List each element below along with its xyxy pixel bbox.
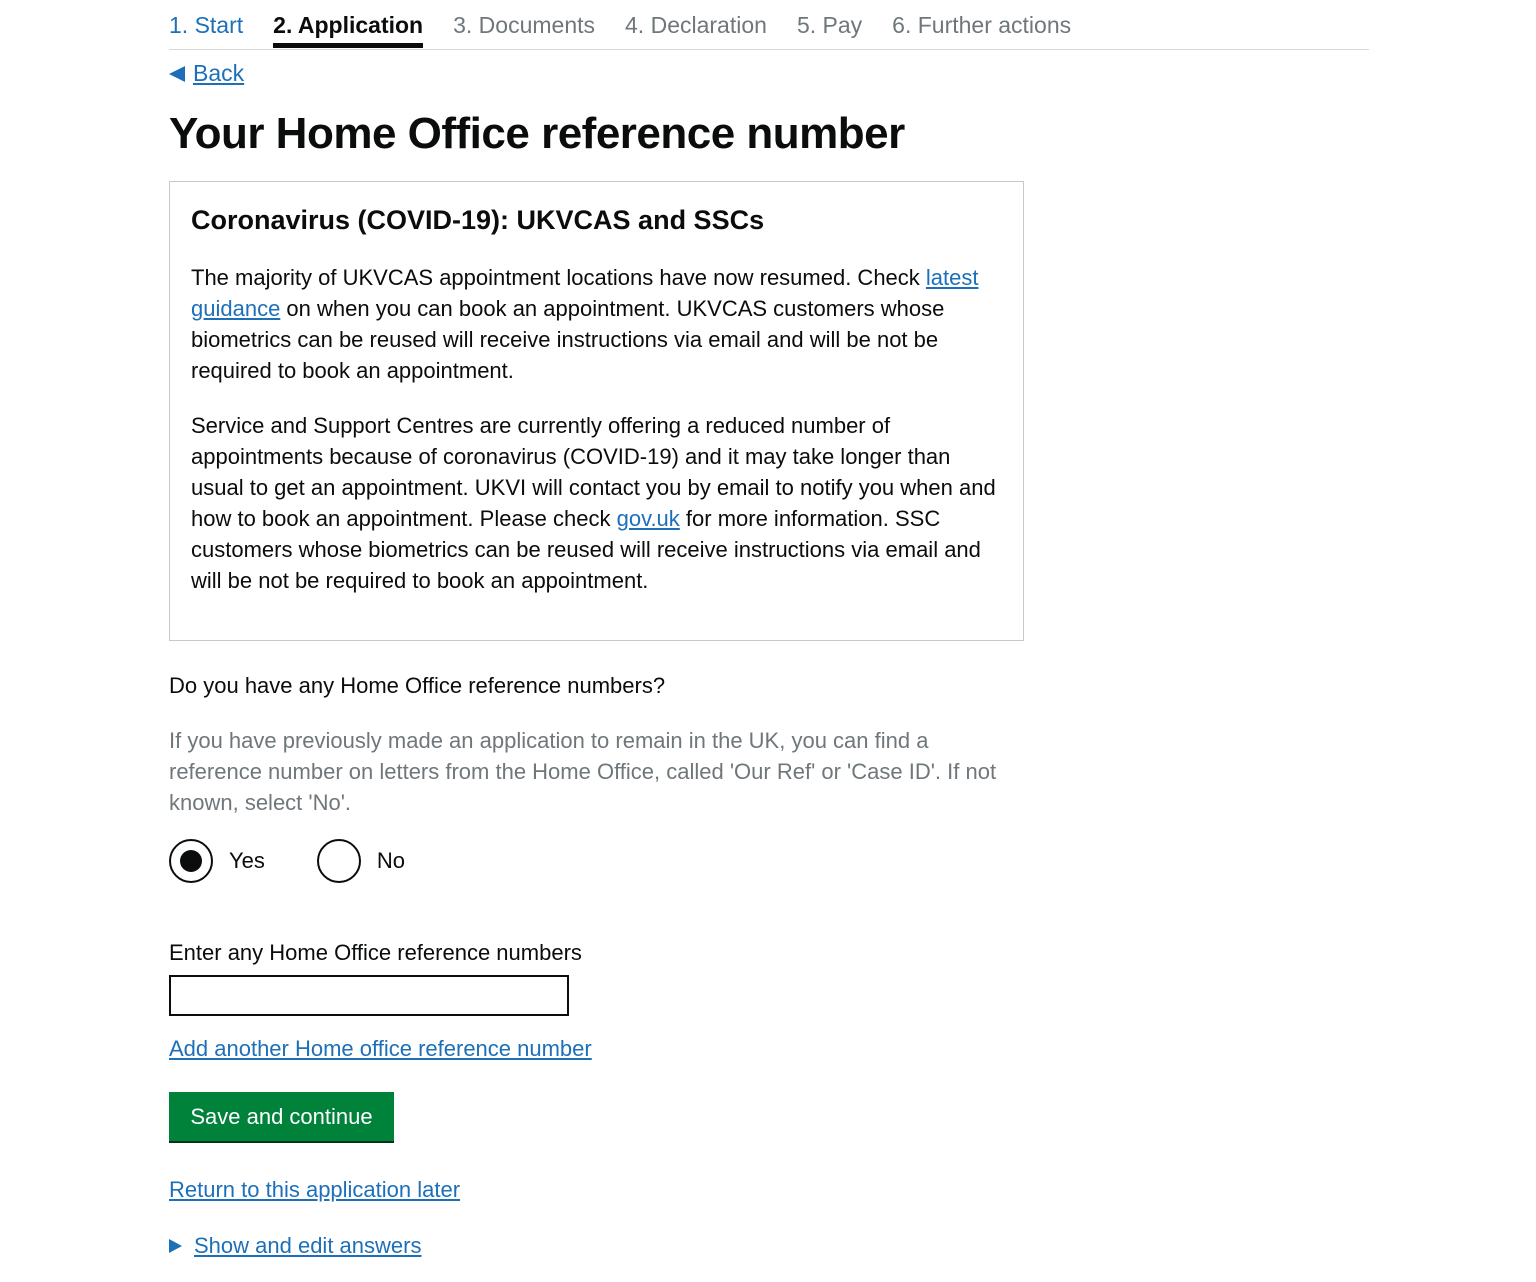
reference-hint: If you have previously made an application to remain in the UK, you can find a reference number on letters from the Home Office, called 'Our Ref' or 'Case ID'. If not known, select 'No'. (169, 728, 997, 815)
add-another-reference-link[interactable]: Add another Home office reference number (169, 1036, 592, 1061)
radio-no-circle[interactable] (317, 839, 361, 883)
step-navigation (169, 0, 1369, 50)
covid-notice-panel (169, 181, 1024, 641)
show-edit-answers-label: Show and edit answers (194, 1233, 422, 1258)
back-link-label: Back (193, 60, 245, 86)
step-pay: 5. Pay (796, 12, 863, 38)
radio-yes[interactable] (169, 839, 265, 883)
notice-paragraph-2 (191, 410, 1002, 596)
reference-question: Do you have any Home Office reference numbers? (169, 673, 666, 698)
govuk-link[interactable]: gov.uk (616, 506, 680, 531)
expand-triangle-icon (169, 1239, 182, 1253)
radio-yes-label[interactable]: Yes (229, 848, 265, 873)
notice-p1-text-after: on when you can book an appointment. UKVCAS customers whose biometrics can be reused will receive instructions via email and will be not be required to book an appointment. (191, 296, 945, 383)
radio-no[interactable] (317, 839, 405, 883)
step-documents: 3. Documents (453, 12, 596, 38)
back-link[interactable] (169, 60, 244, 87)
reference-radio-group (169, 839, 457, 883)
step-further-actions: 6. Further actions (892, 12, 1072, 38)
step-application: 2. Application (273, 0, 423, 48)
back-arrow-icon (169, 66, 185, 82)
page-container (169, 0, 1369, 1258)
step-start[interactable]: 1. Start (169, 12, 244, 38)
radio-no-label[interactable]: No (376, 848, 406, 873)
step-declaration: 4. Declaration (625, 12, 767, 38)
latest-guidance-link[interactable]: latest guidance (191, 265, 979, 321)
notice-p1-text-before: The majority of UKVCAS appointment locations have now resumed. Check (191, 265, 926, 290)
save-and-continue-button[interactable]: Save and continue (169, 1092, 394, 1141)
notice-p2-text-before: Service and Support Centres are currently offering a reduced number of appointments because of coronavirus (COVID-19) and it may take longer than usual to get an appointment. UKVI will contact you by email to notify you when and how to book an appointment. Please check (191, 413, 996, 531)
reference-number-input[interactable] (169, 975, 569, 1016)
notice-paragraph-1 (191, 262, 1002, 386)
show-edit-answers-toggle[interactable] (169, 1233, 421, 1259)
page-title: Your Home Office reference number (169, 109, 905, 158)
radio-yes-circle[interactable] (169, 839, 213, 883)
reference-field-label: Enter any Home Office reference numbers (169, 940, 582, 965)
notice-heading: Coronavirus (COVID-19): UKVCAS and SSCs (191, 205, 765, 235)
notice-p2-text-after: for more information. SSC customers whose biometrics can be reused will receive instructions via email and will be not be required to book an appointment. (191, 506, 981, 593)
return-later-link[interactable]: Return to this application later (169, 1177, 461, 1202)
